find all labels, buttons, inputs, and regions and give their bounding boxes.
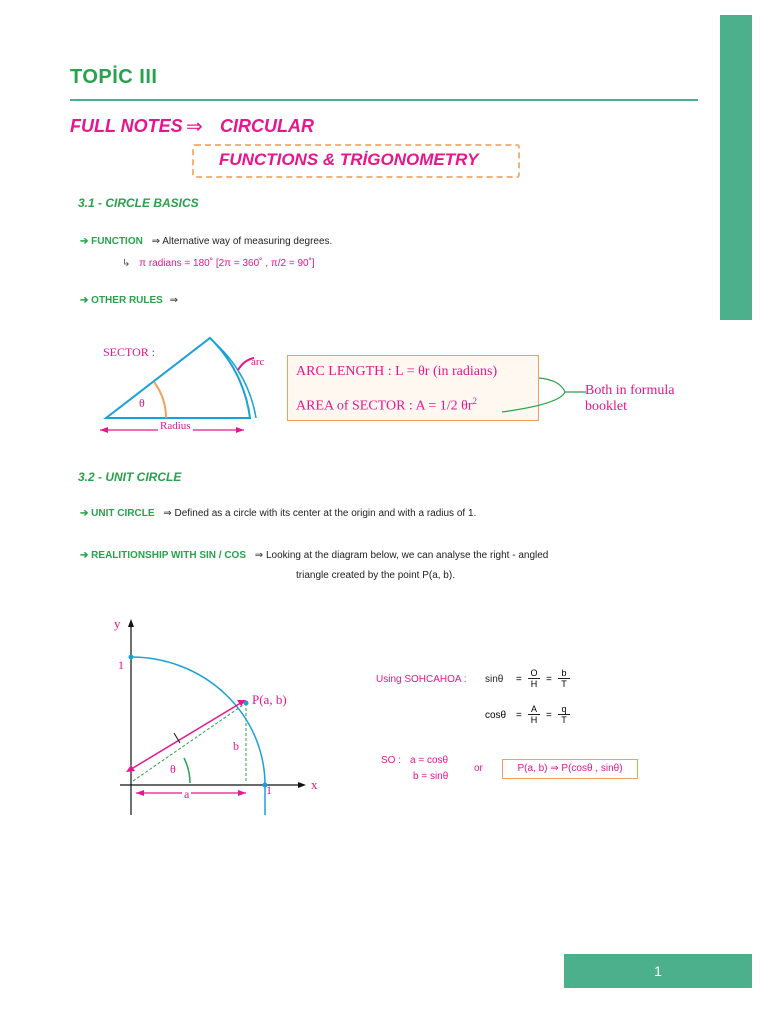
implies-icon: ⇒ bbox=[151, 236, 161, 247]
vector-arrow-tail bbox=[126, 765, 135, 772]
relationship-text-2: triangle created by the point P(a, b). bbox=[296, 570, 455, 581]
function-label: FUNCTION bbox=[91, 236, 143, 247]
sector-label: SECTOR : bbox=[103, 345, 156, 359]
eq-4: = bbox=[546, 710, 552, 721]
frac-b-t: b T bbox=[558, 668, 570, 689]
unit-circle-label: UNIT CIRCLE bbox=[91, 508, 155, 519]
other-rules-label: OTHER RULES bbox=[91, 295, 163, 306]
or-label: or bbox=[474, 763, 483, 774]
eq-2: = bbox=[546, 674, 552, 685]
radius-arrow-right bbox=[236, 427, 244, 433]
topic-label: TOPİC III bbox=[70, 66, 158, 88]
title-circular: CIRCULAR bbox=[220, 116, 314, 136]
right-arrow-icon: ➔ bbox=[80, 550, 89, 561]
arc-length-formula: ARC LENGTH : L = θr (in radians) bbox=[296, 364, 498, 379]
unit-circle-arc bbox=[131, 657, 265, 785]
point-p-dot bbox=[244, 701, 249, 706]
right-arrow-icon: ➔ bbox=[80, 236, 89, 247]
function-text: Alternative way of measuring degrees. bbox=[162, 236, 333, 247]
function-row bbox=[80, 236, 332, 247]
x-axis-label: x bbox=[311, 777, 318, 792]
a-label: a bbox=[184, 787, 190, 801]
radius-arrow-left bbox=[100, 427, 108, 433]
sector-arc-outer bbox=[216, 344, 256, 418]
brace-line bbox=[502, 378, 586, 412]
side-tab bbox=[720, 15, 752, 320]
b-label: b bbox=[233, 739, 239, 753]
radians-text: π radians = 180˚ [2π = 360˚ , π/2 = 90˚] bbox=[139, 258, 315, 269]
hypotenuse-dashed bbox=[133, 703, 246, 781]
unit-theta-label: θ bbox=[170, 762, 176, 776]
return-arrow-icon: ↳ bbox=[122, 258, 131, 269]
b-equals-sin: b = sinθ bbox=[413, 771, 449, 782]
title-functions: FUNCTIONS & TRİGONOMETRY bbox=[219, 150, 479, 169]
frac-o-h: O H bbox=[528, 668, 540, 689]
y-intercept-dot bbox=[129, 655, 134, 660]
point-p-label: P(a, b) bbox=[252, 692, 287, 707]
other-rules-row bbox=[80, 295, 178, 306]
full-notes-label: FULL NOTES bbox=[70, 116, 183, 136]
a-arrow-left bbox=[136, 790, 144, 796]
brace-connector bbox=[500, 370, 590, 420]
frac-a-h: A H bbox=[528, 704, 540, 725]
area-formula: AREA of SECTOR : A = 1/2 $\theta r^2$ bbox=[296, 396, 478, 414]
page-number: 1 bbox=[564, 954, 752, 988]
x-axis-arrow bbox=[298, 782, 306, 788]
sin-label: sinθ bbox=[485, 674, 504, 685]
implies-icon: ⇒ bbox=[163, 508, 172, 519]
y-axis-label: y bbox=[114, 616, 121, 631]
sector-theta: θ bbox=[139, 396, 145, 410]
unit-circle-text: Defined as a circle with its center at the origin and with a radius of 1. bbox=[174, 508, 477, 519]
sector-shape bbox=[106, 338, 250, 418]
cos-label: cosθ bbox=[485, 710, 507, 721]
eq-1: = bbox=[516, 674, 522, 685]
unit-circle-diagram bbox=[100, 615, 330, 815]
eq-3: = bbox=[516, 710, 522, 721]
right-arrow-icon: ➔ bbox=[80, 295, 89, 306]
a-equals-cos: a = cosθ bbox=[410, 755, 449, 766]
radians-row bbox=[122, 258, 315, 269]
arc-label: arc bbox=[251, 356, 265, 368]
radius-label: Radius bbox=[160, 420, 191, 432]
right-arrow-icon: ➔ bbox=[80, 508, 89, 519]
implies-icon: ⇒ bbox=[254, 550, 264, 561]
formula-booklet-note: Both in formula booklet bbox=[585, 383, 675, 414]
y-axis-arrow bbox=[128, 619, 134, 627]
using-sohcahoa-label: Using SOHCAHOA : bbox=[376, 674, 467, 685]
header-divider bbox=[70, 99, 698, 101]
section-heading-unit-circle: 3.2 - UNIT CIRCLE bbox=[78, 470, 182, 484]
frac-q-t: q T bbox=[558, 704, 570, 725]
x-one-label: 1 bbox=[266, 783, 272, 797]
result-box: P(a, b) ⇒ P(cosθ , sinθ) bbox=[502, 759, 638, 779]
relationship-row bbox=[80, 550, 548, 561]
section-heading-circle-basics: 3.1 - CIRCLE BASICS bbox=[78, 196, 199, 210]
unit-circle-row bbox=[80, 508, 476, 519]
a-arrow-right bbox=[238, 790, 246, 796]
implies-icon: ⇒ bbox=[169, 295, 179, 306]
implies-arrow-icon: ⇒ bbox=[186, 116, 203, 138]
theta-arc bbox=[184, 758, 190, 783]
theta-arc bbox=[154, 382, 166, 418]
so-label: SO : bbox=[381, 755, 402, 766]
y-one-label: 1 bbox=[118, 658, 124, 672]
relationship-label: REALITIONSHIP WITH SIN / COS bbox=[91, 550, 246, 561]
relationship-text-1: Looking at the diagram below, we can analyse the right - angled bbox=[265, 550, 549, 561]
